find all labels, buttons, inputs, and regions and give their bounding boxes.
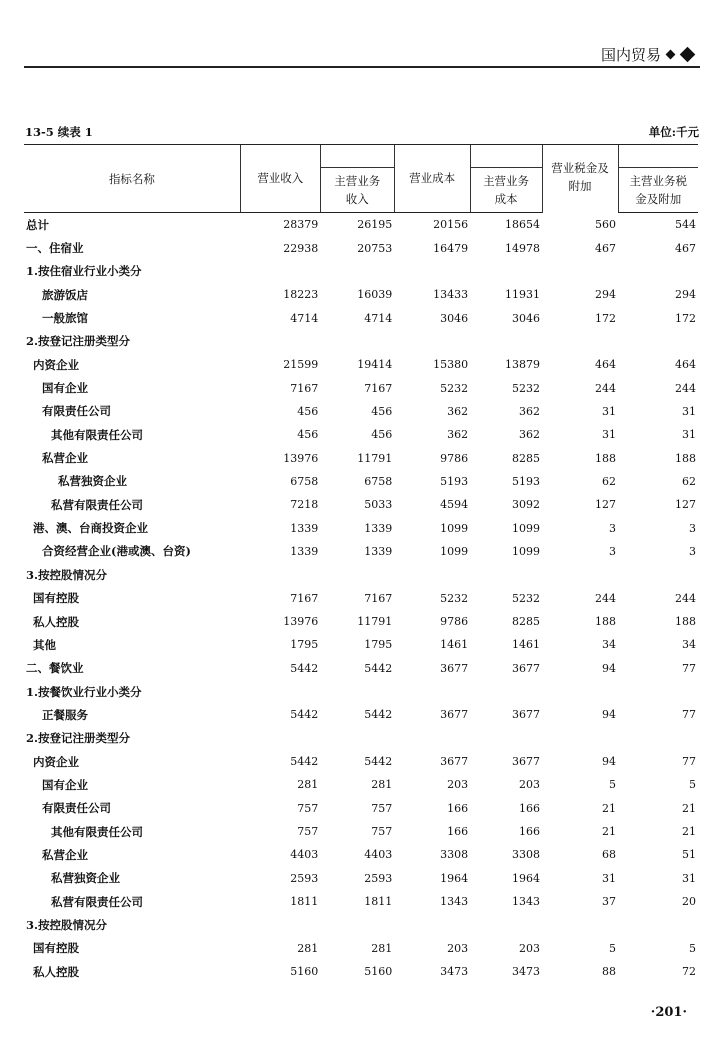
cell-value: 294 [595,288,616,302]
row-label: 内资企业 [33,357,79,372]
cell-value: 6758 [290,474,319,488]
table-row [24,516,698,539]
cell-value: 3 [609,544,616,558]
cell-value: 26195 [357,218,393,232]
cell-value: 362 [519,428,541,442]
cell-value: 94 [602,708,616,722]
header-tax-text: 营业税金及附加 [551,161,609,193]
section-title [601,44,693,65]
cell-value: 8285 [512,451,541,465]
row-label: 1.按餐饮业行业小类分 [26,684,142,699]
cell-value: 13433 [433,288,469,302]
table-row [24,423,698,446]
row-label: 3.按控股情况分 [26,567,108,582]
cell-value: 5442 [364,755,393,769]
cell-value: 244 [595,591,616,605]
cell-value: 4714 [364,311,393,325]
cell-value: 72 [682,965,696,979]
row-label: 有限责任公司 [42,404,111,419]
cell-value: 9786 [440,451,469,465]
cell-value [240,330,320,353]
cell-value: 5193 [440,474,469,488]
table-row [24,493,698,516]
row-label: 2.按登记注册类型分 [26,731,131,746]
cell-value: 4714 [290,311,319,325]
page-number: ·201· [650,1005,687,1020]
header-cost: 营业成本 [394,145,470,213]
cell-value: 34 [602,638,616,652]
cell-value [470,680,542,703]
cell-value: 7167 [290,591,319,605]
cell-value: 3046 [512,311,541,325]
row-label: 私营有限责任公司 [51,497,143,512]
cell-value: 94 [602,755,616,769]
table-row [24,330,698,353]
cell-value: 3677 [512,755,541,769]
row-label: 私营有限责任公司 [51,894,143,909]
row-label: 私营独资企业 [51,871,120,886]
cell-value: 5232 [512,381,541,395]
table-row [24,750,698,773]
cell-value: 166 [519,801,541,815]
table-row [24,446,698,469]
cell-value: 456 [371,404,393,418]
cell-value: 3046 [440,311,469,325]
cell-value: 19414 [357,358,393,372]
cell-value [320,260,394,283]
header-revenue: 营业收入 [240,145,320,213]
cell-value: 77 [682,708,696,722]
cell-value: 14978 [505,241,541,255]
cell-value [618,680,698,703]
cell-value: 3092 [512,498,541,512]
cell-value: 77 [682,661,696,675]
table-row [24,400,698,423]
cell-value: 1339 [364,521,393,535]
cell-value: 127 [595,498,616,512]
header-main-cost [470,168,542,213]
row-label: 1.按住宿业行业小类分 [26,264,142,279]
cell-value [470,727,542,750]
table-row [24,773,698,796]
cell-value: 13976 [283,615,319,629]
cell-value: 3677 [440,708,469,722]
cell-value: 3677 [440,661,469,675]
cell-value: 37 [602,895,616,909]
cell-value: 467 [595,241,616,255]
row-label: 国有控股 [33,941,79,956]
cell-value: 3 [609,521,616,535]
cell-value: 1795 [364,638,393,652]
cell-value: 77 [682,755,696,769]
cell-value: 188 [675,451,696,465]
cell-value: 5033 [364,498,393,512]
table-row [24,610,698,633]
cell-value: 1339 [364,544,393,558]
cell-value [470,913,542,936]
cell-value: 20 [682,895,696,909]
cell-value [240,913,320,936]
table-body [24,213,698,984]
header-main-revenue [320,168,394,213]
cell-value: 11791 [357,615,393,629]
cell-value: 3473 [440,965,469,979]
cell-value: 21 [602,801,616,815]
header-blank [618,145,698,168]
cell-value [394,260,470,283]
table-row [24,213,698,237]
cell-value: 3677 [440,755,469,769]
cell-value: 1811 [364,895,393,909]
cell-value: 3677 [512,661,541,675]
cell-value: 11791 [357,451,393,465]
cell-value [470,260,542,283]
header-rule [24,66,700,68]
cell-value: 3308 [512,848,541,862]
cell-value [542,680,618,703]
cell-value: 94 [602,661,616,675]
header-tax [542,145,618,213]
cell-value: 1343 [512,895,541,909]
cell-value: 1099 [512,544,541,558]
cell-value: 5442 [364,708,393,722]
cell-value: 62 [682,474,696,488]
cell-value: 544 [675,218,696,232]
cell-value: 1343 [440,895,469,909]
cell-value: 88 [602,965,616,979]
row-label: 私营企业 [42,451,88,466]
cell-value: 4403 [290,848,319,862]
row-label: 港、澳、台商投资企业 [33,521,148,536]
cell-value: 5442 [290,661,319,675]
row-label: 二、餐饮业 [26,661,84,676]
cell-value: 560 [595,217,616,231]
cell-value: 188 [675,615,696,629]
cell-value: 31 [602,871,616,885]
cell-value: 5 [609,941,616,955]
row-label: 国有企业 [42,777,88,792]
table-row [24,633,698,656]
cell-value: 21599 [283,358,319,372]
table-row [24,376,698,399]
cell-value: 18223 [283,288,319,302]
cell-value: 4403 [364,848,393,862]
section-title-text: 国内贸易 [600,46,661,64]
cell-value [542,260,618,283]
cell-value: 7167 [290,381,319,395]
cell-value [618,563,698,586]
cell-value [240,727,320,750]
cell-value: 68 [602,848,616,862]
cell-value: 3308 [440,848,469,862]
cell-value [470,563,542,586]
cell-value: 1795 [290,638,319,652]
cell-value: 13879 [505,358,541,372]
cell-value: 5442 [290,708,319,722]
cell-value [320,727,394,750]
header-blank [470,145,542,168]
cell-value: 5193 [512,474,541,488]
cell-value: 203 [519,941,541,955]
cell-value: 31 [602,404,616,418]
unit-label: 单位:千元 [648,125,699,139]
cell-value: 464 [675,358,696,372]
cell-value [618,913,698,936]
cell-value: 244 [675,381,696,395]
cell-value: 31 [602,428,616,442]
cell-value: 4594 [440,498,469,512]
row-label: 其他有限责任公司 [51,427,143,442]
row-label: 一般旅馆 [42,311,88,326]
row-label: 旅游饭店 [42,287,88,302]
cell-value: 18654 [505,218,541,232]
cell-value: 22938 [283,241,319,255]
row-label: 正餐服务 [42,707,88,722]
cell-value: 7218 [290,498,319,512]
table-row [24,937,698,960]
cell-value: 15380 [433,358,469,372]
table-row [24,353,698,376]
cell-value [320,680,394,703]
cell-value [320,913,394,936]
cell-value: 1461 [512,638,541,652]
cell-value: 244 [675,591,696,605]
diamond-large-icon [680,47,696,63]
table-row [24,306,698,329]
cell-value [618,727,698,750]
cell-value: 3677 [512,708,541,722]
cell-value: 62 [602,474,616,488]
cell-value: 28379 [283,218,319,232]
table-row [24,913,698,936]
cell-value [320,330,394,353]
cell-value: 281 [297,941,319,955]
cell-value: 3 [689,544,696,558]
cell-value: 16479 [433,241,469,255]
cell-value: 7167 [364,591,393,605]
cell-value: 1339 [290,521,319,535]
cell-value: 464 [595,358,616,372]
cell-value: 166 [519,825,541,839]
cell-value: 1099 [440,544,469,558]
cell-value: 34 [682,638,696,652]
cell-value: 456 [371,428,393,442]
cell-value: 1099 [512,521,541,535]
cell-value: 5232 [440,381,469,395]
cell-value: 5 [689,778,696,792]
table-row [24,587,698,610]
cell-value: 3 [689,521,696,535]
cell-value: 11931 [505,288,541,302]
row-label: 2.按登记注册类型分 [26,334,131,349]
cell-value [542,330,618,353]
cell-value [240,680,320,703]
row-label: 国有企业 [42,381,88,396]
cell-value: 757 [371,825,393,839]
cell-value: 203 [447,778,469,792]
row-label: 其他 [33,637,56,652]
cell-value: 31 [682,428,696,442]
cell-value: 456 [297,404,319,418]
cell-value: 281 [371,778,393,792]
header-main-cost-text: 主营业务成本 [483,174,530,206]
cell-value: 456 [297,428,319,442]
row-label: 私营企业 [42,847,88,862]
row-label: 私人控股 [33,964,79,979]
cell-value: 166 [447,801,469,815]
row-label: 3.按控股情况分 [26,917,108,932]
statistics-table [24,144,698,983]
cell-value: 188 [595,615,616,629]
cell-value [240,563,320,586]
table-row [24,540,698,563]
cell-value: 5232 [440,591,469,605]
cell-value: 2593 [364,871,393,885]
cell-value: 9786 [440,615,469,629]
cell-value: 1461 [440,638,469,652]
row-label: 合资经营企业(港或澳、台资) [42,544,191,559]
cell-value [542,563,618,586]
cell-value [320,563,394,586]
table-row [24,890,698,913]
cell-value [394,563,470,586]
row-label: 私人控股 [33,614,79,629]
row-label: 一、住宿业 [26,241,84,256]
cell-value: 467 [675,241,696,255]
cell-value: 5232 [512,591,541,605]
cell-value: 203 [519,778,541,792]
header-main-tax [618,168,698,213]
cell-value: 5 [609,778,616,792]
cell-value: 51 [682,848,696,862]
table-row [24,680,698,703]
cell-value: 5442 [290,755,319,769]
header-main-tax-text: 主营业务税金及附加 [629,174,687,206]
cell-value: 244 [595,381,616,395]
cell-value [394,680,470,703]
row-label: 其他有限责任公司 [51,824,143,839]
cell-value [394,913,470,936]
table-row [24,703,698,726]
cell-value: 294 [675,288,696,302]
cell-value: 188 [595,451,616,465]
table-row [24,797,698,820]
cell-value: 281 [371,941,393,955]
cell-value: 21 [682,825,696,839]
table-row [24,657,698,680]
cell-value: 203 [447,941,469,955]
cell-value: 172 [675,311,696,325]
cell-value [542,913,618,936]
cell-value: 362 [447,404,469,418]
table-row [24,563,698,586]
table-row [24,727,698,750]
table-row [24,260,698,283]
cell-value: 5442 [364,661,393,675]
cell-value: 5160 [364,965,393,979]
cell-value: 172 [595,311,616,325]
header-blank [320,145,394,168]
cell-value [394,727,470,750]
cell-value: 20156 [433,218,469,232]
cell-value: 166 [447,825,469,839]
cell-value [618,260,698,283]
cell-value: 757 [371,801,393,815]
cell-value: 31 [682,871,696,885]
cell-value: 757 [297,801,319,815]
cell-value: 1339 [290,544,319,558]
cell-value [542,727,618,750]
table-row [24,236,698,259]
cell-value: 5 [689,941,696,955]
cell-value: 757 [297,825,319,839]
table-row [24,867,698,890]
row-label: 国有控股 [33,591,79,606]
cell-value [240,260,320,283]
cell-value: 1811 [290,895,319,909]
cell-value: 6758 [364,474,393,488]
cell-value: 281 [297,778,319,792]
cell-value: 1964 [512,871,541,885]
table-row [24,470,698,493]
header-indicator-name: 指标名称 [24,145,240,213]
cell-value: 8285 [512,615,541,629]
table-row [24,820,698,843]
cell-value: 362 [519,404,541,418]
row-label: 总计 [26,217,49,232]
header-main-revenue-text: 主营业务收入 [334,174,381,206]
cell-value: 16039 [357,288,393,302]
cell-value: 21 [682,801,696,815]
cell-value [618,330,698,353]
cell-value: 1099 [440,521,469,535]
diamond-small-icon [666,50,676,60]
cell-value: 2593 [290,871,319,885]
cell-value: 3473 [512,965,541,979]
cell-value: 7167 [364,381,393,395]
cell-value: 13976 [283,451,319,465]
cell-value [470,330,542,353]
cell-value: 5160 [290,965,319,979]
table-row [24,283,698,306]
cell-value: 21 [602,825,616,839]
cell-value: 1964 [440,871,469,885]
table-row [24,843,698,866]
cell-value: 31 [682,404,696,418]
cell-value: 127 [675,498,696,512]
table-row [24,960,698,983]
row-label: 私营独资企业 [58,474,127,489]
row-label: 有限责任公司 [42,801,111,816]
cell-value [394,330,470,353]
table-id: 13-5 续表 1 [25,125,93,139]
row-label: 内资企业 [33,754,79,769]
cell-value: 362 [447,428,469,442]
cell-value: 20753 [357,241,393,255]
